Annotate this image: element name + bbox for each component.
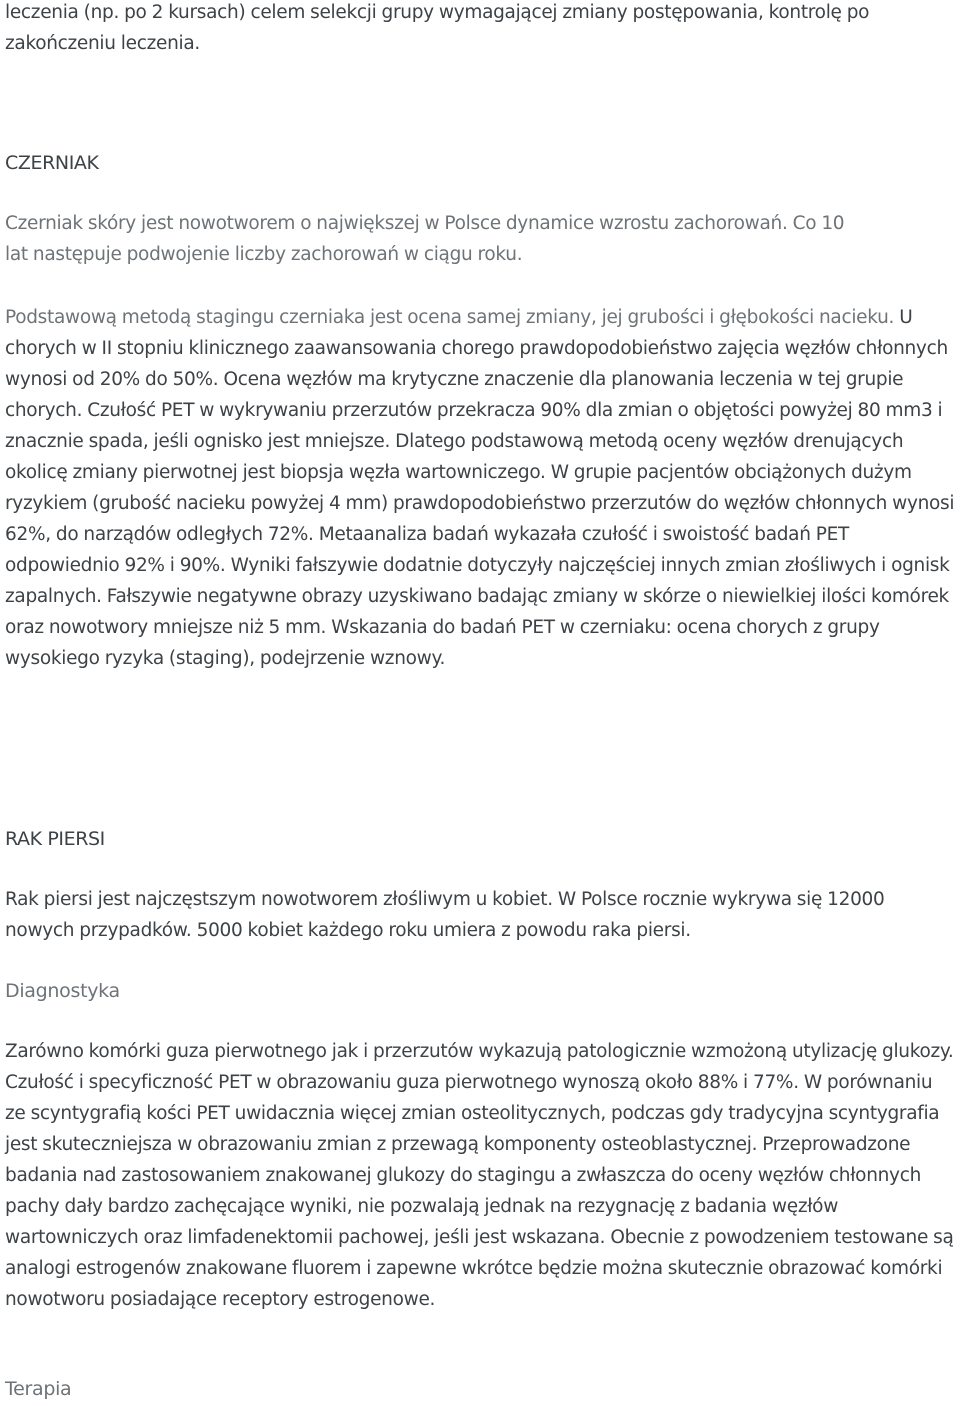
melanoma-heading: CZERNIAK [5,152,99,174]
intro-paragraph: leczenia (np. po 2 kursach) celem selekcji grupy wymagającej zmiany postępowania, kontrolę po zakończeniu leczenia. [5,2,870,54]
melanoma-staging-paragraph [5,302,957,674]
therapy-heading: Terapia [5,1378,72,1400]
melanoma-staging-lead: Podstawową metodą stagingu czerniaka jest ocena samej zmiany, jej grubości i głębokości nacieku. [5,307,895,328]
breast-cancer-heading: RAK PIERSI [5,828,105,850]
melanoma-staging-details: U chorych w II stopniu klinicznego zaawansowania chorego prawdopodobieństwo zajęcia węzłów chłonnych wynosi od 20% do 50%. Ocena węzłów ma krytyczne znaczenie dla planowania leczenia w tej grupie chorych. Czułość PET w wykrywaniu przerzutów przekracza 90% dla zmian o objętości powyżej 80 mm3 i znacznie spada, jeśli ognisko jest mniejsze. Dlatego podstawową metodą oceny węzłów drenujących okolicę zmiany pierwotnej jest biopsja węzła wartowniczego. W grupie pacjentów obciążonych dużym ryzykiem (grubość nacieku powyżej 4 mm) prawdopodobieństwo przerzutów do węzłów chłonnych wynosi 62%, do narządów odległych 72%. Metaanaliza badań wykazała czułość i swoistość badań PET odpowiednio 92% i 90%. Wyniki fałszywie dodatnie dotyczyły najczęściej innych zmian złośliwych i ognisk zapalnych. Fałszywie negatywne obrazy uzyskiwano badając zmiany w skórze o niewielkiej ilości komórek oraz nowotwory mniejsze niż 5 mm. Wskazania do badań PET w czerniaku: ocena chorych z grupy wysokiego ryzyka (staging), podejrzenie wznowy. [5,307,955,669]
melanoma-intro-paragraph: Czerniak skóry jest nowotworem o największej w Polsce dynamice wzrostu zachorowań. Co 10 lat następuje podwojenie liczby zachorowań w ciągu roku. [5,213,845,265]
diagnostics-heading: Diagnostyka [5,980,120,1002]
breast-cancer-intro-paragraph: Rak piersi jest najczęstszym nowotworem złośliwym u kobiet. W Polsce rocznie wykrywa się 12000 nowych przypadków. 5000 kobiet każdego roku umiera z powodu raka piersi. [5,889,885,941]
diagnostics-paragraph: Zarówno komórki guza pierwotnego jak i przerzutów wykazują patologicznie wzmożoną utylizację glukozy. Czułość i specyficzność PET w obrazowaniu guza pierwotnego wynoszą około 88% i 77%. W porównaniu ze scyntygrafią kości PET uwidacznia więcej zmian osteolitycznych, podczas gdy tradycyjna scyntygrafia jest skuteczniejsza w obrazowaniu zmian z przewagą komponenty osteoblastycznej. Przeprowadzone badania nad zastosowaniem znakowanej glukozy do stagingu a zwłaszcza do oceny węzłów chłonnych pachy dały bardzo zachęcające wyniki, nie pozwalają jednak na rezygnację z badania węzłów wartowniczych oraz limfadenektomii pachowej, jeśli jest wskazana. Obecnie z powodzeniem testowane są analogi estrogenów znakowane fluorem i zapewne wkrótce będzie można skutecznie obrazować komórki nowotworu posiadające receptory estrogenowe. [5,1041,954,1310]
